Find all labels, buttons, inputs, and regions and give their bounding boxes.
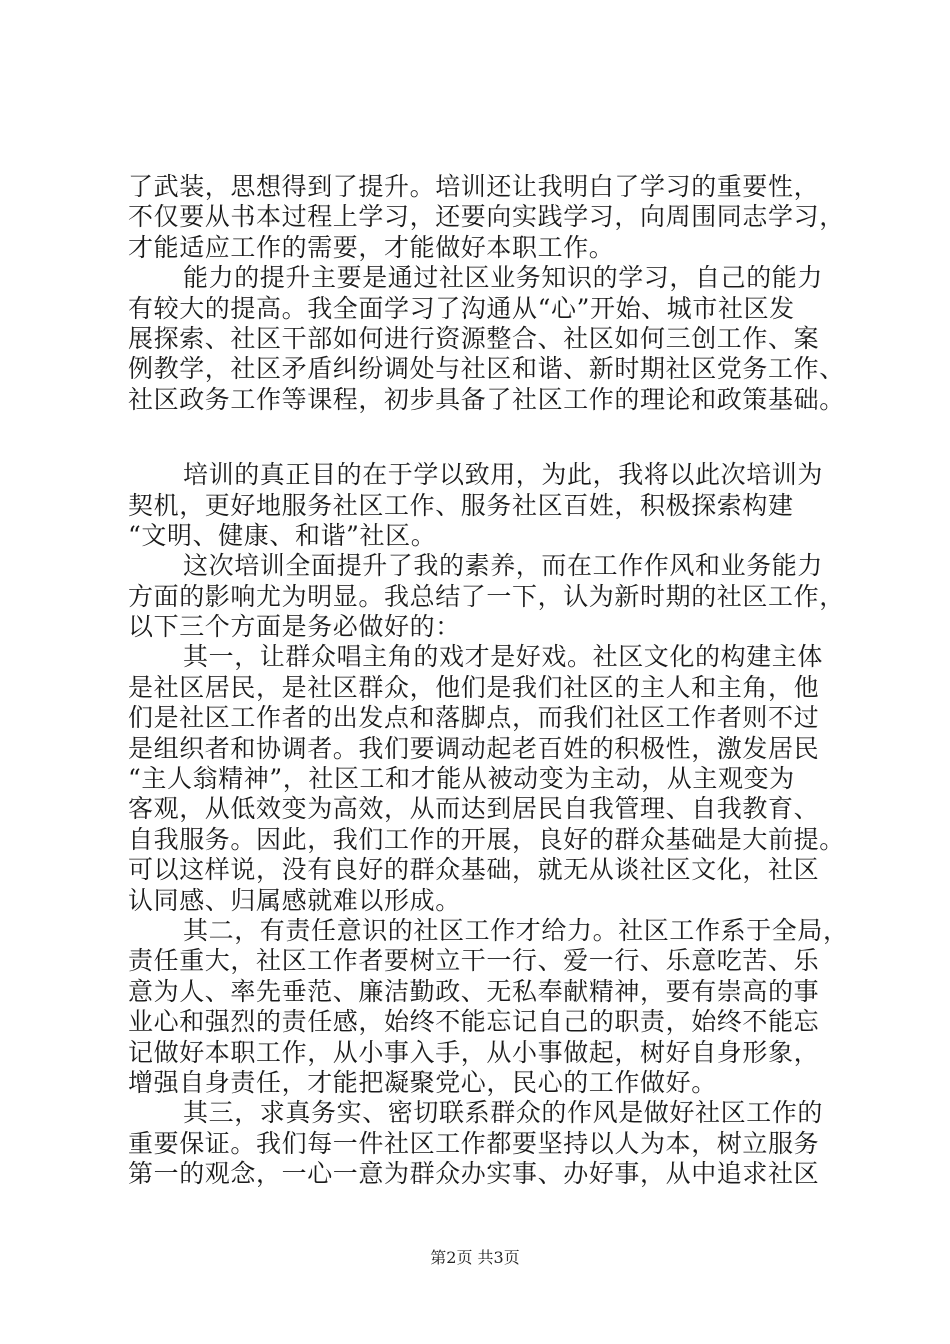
text-line: 方面的影响尤为明显。我总结了一下，认为新时期的社区工作， [128,581,845,611]
text-line: 有较大的提高。我全面学习了沟通从“心”开始、城市社区发 [128,293,795,323]
text-line: 业心和强烈的责任感，始终不能忘记自己的职责，始终不能忘 [128,1007,820,1037]
text-line: 是组织者和协调者。我们要调动起老百姓的积极性，激发居民 [128,733,820,763]
text-line: 认同感、归属感就难以形成。 [128,885,461,915]
text-line: 其三，求真务实、密切联系群众的作风是做好社区工作的 [183,1098,824,1128]
text-line: 自我服务。因此，我们工作的开展，良好的群众基础是大前提。 [128,824,845,854]
text-line: 其一，让群众唱主角的戏才是好戏。社区文化的构建主体 [183,642,824,672]
text-line: 以下三个方面是务必做好的： [128,612,461,642]
text-line: “主人翁精神”，社区工和才能从被动变为主动，从主观变为 [128,764,795,794]
text-line: 能力的提升主要是通过社区业务知识的学习，自己的能力 [183,263,824,293]
text-line: 例教学，社区矛盾纠纷调处与社区和谐、新时期社区党务工作、 [128,354,845,384]
text-line: 增强自身责任，才能把凝聚党心，民心的工作做好。 [128,1067,717,1097]
text-line: 可以这样说，没有良好的群众基础，就无从谈社区文化，社区 [128,855,820,885]
text-line: “文明、健康、和谐”社区。 [128,520,437,550]
text-line: 培训的真正目的在于学以致用，为此，我将以此次培训为 [183,460,824,490]
text-line: 了武装，思想得到了提升。培训还让我明白了学习的重要性， [128,172,820,201]
text-line: 是社区居民，是社区群众，他们是我们社区的主人和主角，他 [128,672,820,702]
text-line: 契机，更好地服务社区工作、服务社区百姓，积极探索构建 [128,490,794,520]
text-line: 第一的观念，一心一意为群众办实事、办好事，从中追求社区 [128,1159,820,1189]
text-line: 客观，从低效变为高效，从而达到居民自我管理、自我教育、 [128,794,820,824]
text-line: 展探索、社区干部如何进行资源整合、社区如何三创工作、案 [128,323,820,353]
document-body [128,172,849,1190]
text-line: 其二，有责任意识的社区工作才给力。社区工作系于全局， [183,915,849,945]
page-footer: 第2页 共3页 [430,1248,520,1267]
paragraph-gap [128,415,840,460]
text-line: 这次培训全面提升了我的素养，而在工作作风和业务能力 [183,551,824,581]
text-line: 意为人、率先垂范、廉洁勤政、无私奉献精神，要有崇高的事 [128,976,820,1006]
text-line: 不仅要从书本过程上学习，还要向实践学习，向周围同志学习， [128,202,845,232]
text-line: 责任重大，社区工作者要树立干一行、爱一行、乐意吃苦、乐 [128,946,820,976]
text-line: 们是社区工作者的出发点和落脚点，而我们社区工作者则不过 [128,703,820,733]
text-line: 才能适应工作的需要，才能做好本职工作。 [128,232,615,262]
text-line: 社区政务工作等课程，初步具备了社区工作的理论和政策基础。 [128,384,845,414]
text-line: 记做好本职工作，从小事入手，从小事做起，树好自身形象， [128,1037,820,1067]
text-line: 重要保证。我们每一件社区工作都要坚持以人为本，树立服务 [128,1128,820,1158]
